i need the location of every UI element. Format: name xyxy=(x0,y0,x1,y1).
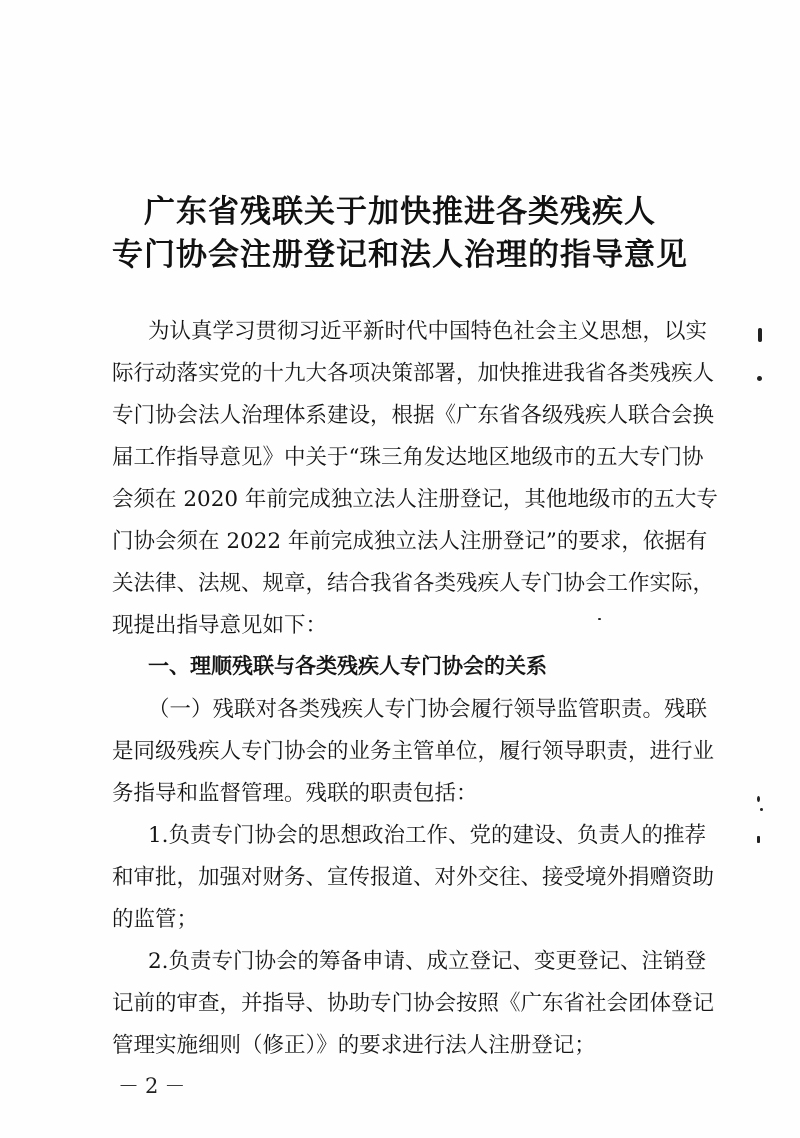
scan-speck xyxy=(760,808,763,811)
subsection-line-2: 是同级残疾人专门协会的业务主管单位，履行领导职责，进行业 xyxy=(112,739,715,764)
body-line-6: 门协会须在 2022 年前完成独立法人注册登记”的要求，依据有 xyxy=(112,529,708,554)
subsection-line-1: （一）残联对各类残疾人专门协会履行领导监管职责。残联 xyxy=(148,697,708,722)
body-line-3: 专门协会法人治理体系建设，根据《广东省各级残疾人联合会换 xyxy=(112,403,715,428)
item-1-line-1: 1.负责专门协会的思想政治工作、党的建设、负责人的推荐 xyxy=(148,823,707,848)
page-number: －2－ xyxy=(118,1074,192,1098)
document-title-line-1: 广东省残联关于加快推进各类残疾人 xyxy=(144,194,656,230)
subsection-line-3: 务指导和监督管理。残联的职责包括： xyxy=(112,781,478,806)
item-2-line-3: 管理实施细则（修正）》的要求进行法人注册登记； xyxy=(112,1033,596,1058)
body-line-4: 届工作指导意见》中关于“珠三角发达地区地级市的五大专门协 xyxy=(112,445,704,470)
document-title-line-2: 专门协会注册登记和法人治理的指导意见 xyxy=(112,237,688,273)
item-2-line-1: 2.负责专门协会的筹备申请、成立登记、变更登记、注销登 xyxy=(148,949,707,974)
body-line-7: 关法律、法规、规章，结合我省各类残疾人专门协会工作实际， xyxy=(112,571,715,596)
body-line-8: 现提出指导意见如下： xyxy=(112,613,328,638)
item-1-line-3: 的监管； xyxy=(112,907,199,932)
scan-speck xyxy=(757,796,760,802)
scan-speck xyxy=(757,376,762,381)
item-2-line-2: 记前的审查，并指导、协助专门协会按照《广东省社会团体登记 xyxy=(112,991,715,1016)
body-line-5: 会须在 2020 年前完成独立法人注册登记，其他地级市的五大专 xyxy=(112,487,718,512)
scan-speck xyxy=(758,328,762,342)
scan-speck xyxy=(757,836,760,843)
body-line-2: 际行动落实党的十九大各项决策部署，加快推进我省各类残疾人 xyxy=(112,361,715,386)
body-line-1: 为认真学习贯彻习近平新时代中国特色社会主义思想，以实 xyxy=(148,319,708,344)
section-heading: 一、理顺残联与各类残疾人专门协会的关系 xyxy=(148,654,547,678)
scan-speck xyxy=(598,618,601,620)
item-1-line-2: 和审批，加强对财务、宣传报道、对外交往、接受境外捐赠资助 xyxy=(112,865,715,890)
